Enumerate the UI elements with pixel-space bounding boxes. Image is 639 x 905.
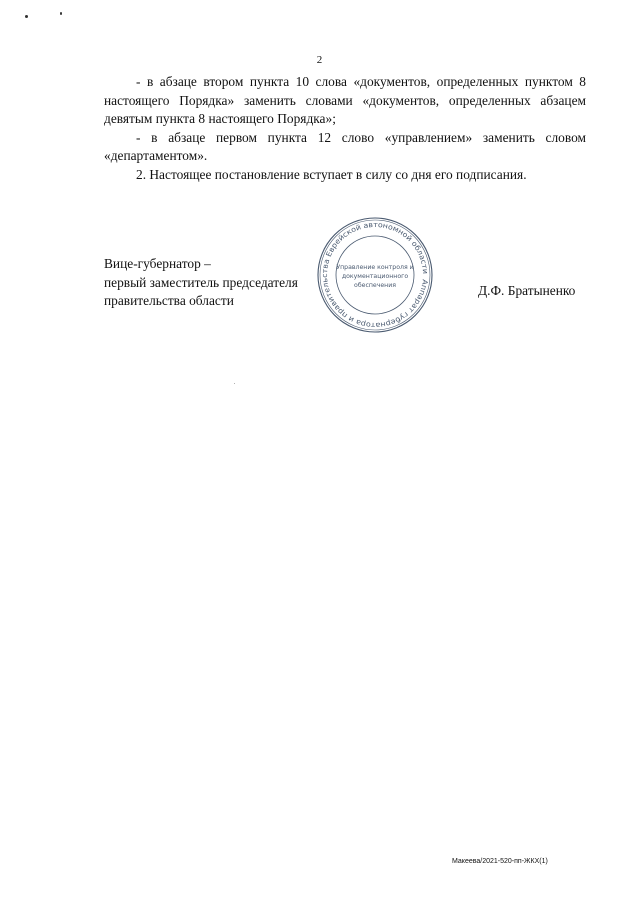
paragraph-amendment-p12: - в абзаце первом пункта 12 слово «управлением» заменить словом «департаментом». — [104, 129, 586, 163]
signer-title-line: правительства области — [104, 293, 234, 308]
signer-title-line: Вице-губернатор – — [104, 256, 211, 271]
official-stamp — [316, 216, 434, 334]
scan-speck — [25, 15, 28, 18]
document-reference: Макеева/2021-520-пп-ЖКХ(1) — [452, 858, 548, 865]
paragraph-effective-date: 2. Настоящее постановление вступает в силу со дня его подписания. — [136, 166, 527, 182]
scan-speck — [234, 383, 235, 384]
signer-title-line: первый заместитель председателя — [104, 274, 298, 290]
svg-text:документационного: документационного — [341, 273, 409, 280]
signer-name: Д.Ф. Братыненко — [478, 283, 576, 298]
scan-speck — [60, 12, 62, 15]
signer-title — [104, 255, 298, 311]
paragraph-amendment-p10: - в абзаце втором пункта 10 слова «документов, определенных пунктом 8 настоящего Порядка» заменить словами «документов, определенных абзацем девятым пункта 8 настоящего Порядка»; — [104, 74, 586, 126]
svg-text:Управление контроля и: Управление контроля и — [336, 264, 414, 271]
svg-text:обеспечения: обеспечения — [354, 282, 396, 289]
svg-text:Аппарат губернатора и правител: Аппарат губернатора и правительства Еврейской автономной области — [319, 219, 431, 331]
page-number: 2 — [316, 54, 323, 66]
body-text — [104, 73, 586, 184]
